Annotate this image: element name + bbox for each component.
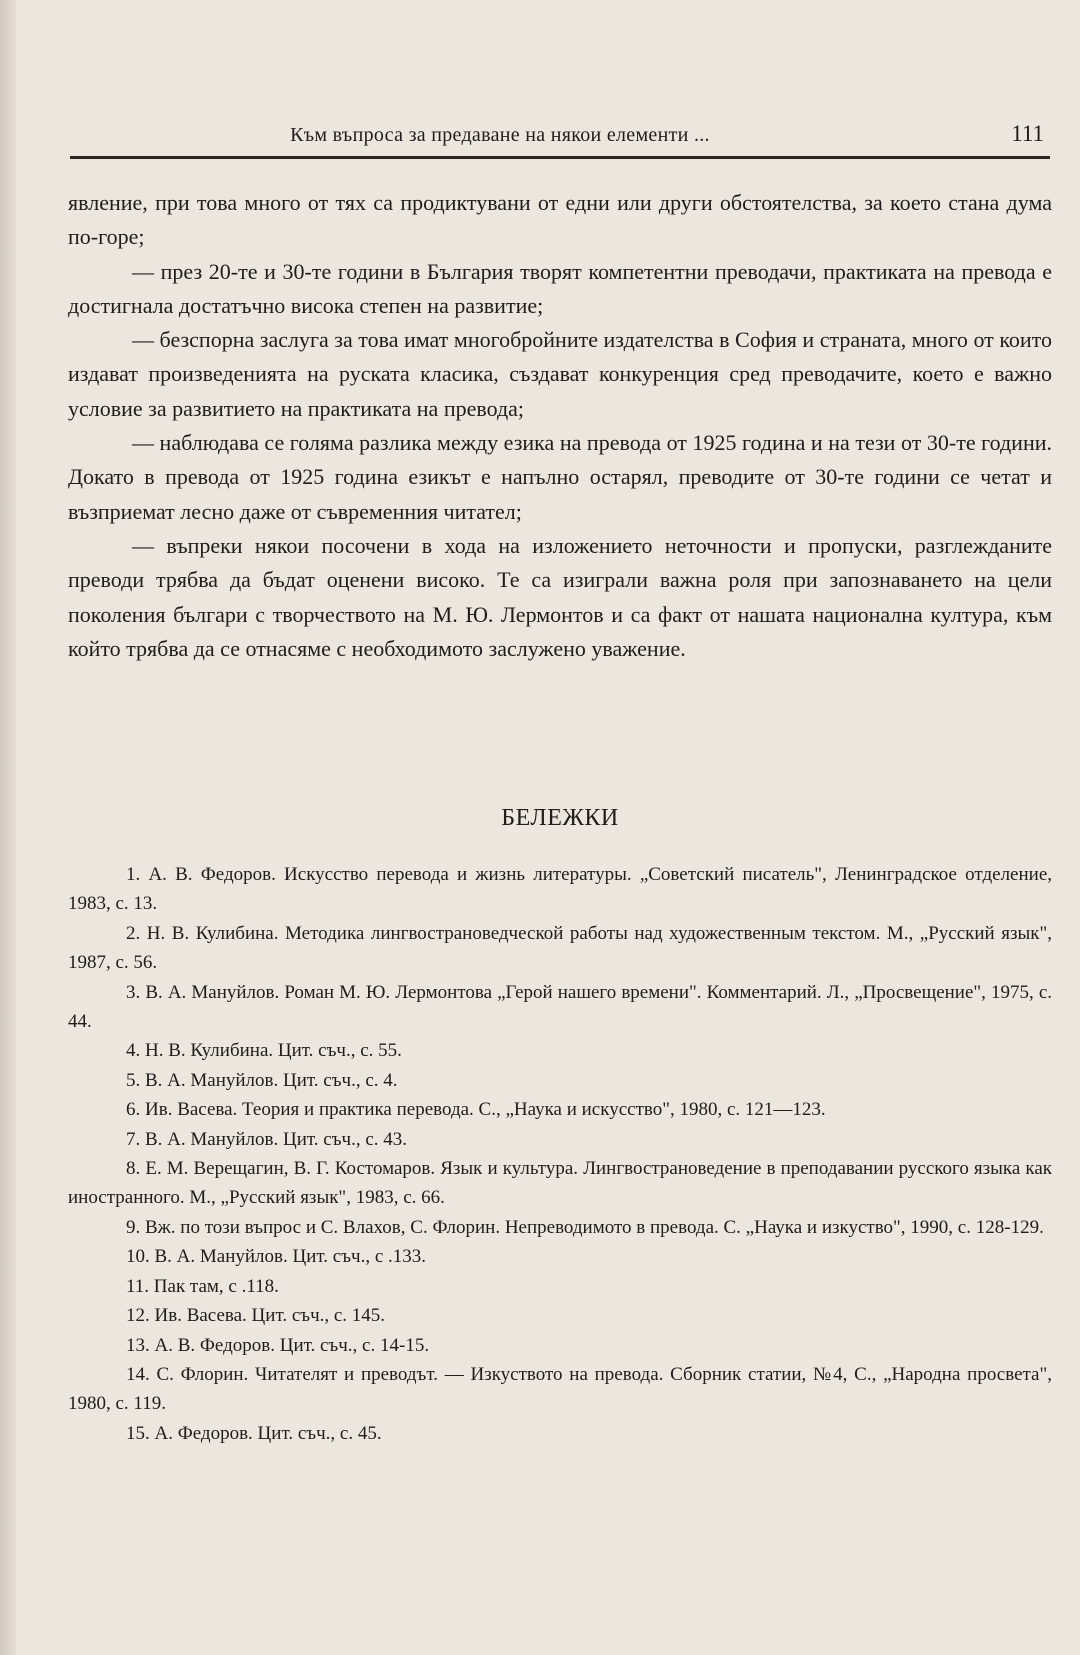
note-7: 7. В. А. Мануйлов. Цит. съч., с. 43. [126,1128,408,1150]
note-2: 2. Н. В. Кулибина. Методика лингвострановедческой работы над художественным текстом. М., „Русский язык", 1987, с. 56. [68,922,1052,974]
running-header-title: Към въпроса за предаване на някои елементи ... [290,124,710,146]
note-12: 12. Ив. Васева. Цит. съч., с. 145. [126,1305,386,1327]
note-14: 14. С. Флорин. Читателят и преводът. — Изкуството на превода. Сборник статии, №4, С., „Народна просвета", 1980, с. 119. [68,1363,1052,1415]
note-15: 15. А. Федоров. Цит. съч., с. 45. [126,1422,382,1444]
running-header [70,121,1050,159]
body-text [68,186,1052,666]
body-paragraph-4: — наблюдава се голяма разлика между езика на превода от 1925 година и на тези от 30-те години. Докато в превода от 1925 година езикът е напълно остарял, преводите от 30-те години се четат и възприемат лесно даже от съвременния читател; [68,430,1052,524]
note-8: 8. Е. М. Верещагин, В. Г. Костомаров. Язык и культура. Лингвострановедение в преподавании русского языка как иностранного. М., „Русский язык", 1983, с. 66. [68,1158,1052,1209]
notes-list [68,860,1052,1448]
note-4: 4. Н. В. Кулибина. Цит. съч., с. 55. [126,1040,402,1062]
note-5: 5. В. А. Мануйлов. Цит. съч., с. 4. [126,1069,398,1091]
note-1: 1. А. В. Федоров. Искусство перевода и жизнь литературы. „Советский писатель", Ленинградское отделение, 1983, с. 13. [68,864,1052,915]
note-10: 10. В. А. Мануйлов. Цит. съч., с .133. [126,1246,427,1268]
note-6: 6. Ив. Васева. Теория и практика перевода. С., „Наука и искусство", 1980, с. 121—123. [126,1099,826,1121]
note-11: 11. Пак там, с .118. [126,1275,279,1297]
page-number: 111 [1011,121,1044,146]
note-13: 13. А. В. Федоров. Цит. съч., с. 14-15. [126,1334,430,1356]
note-3: 3. В. А. Мануйлов. Роман М. Ю. Лермонтова „Герой нашего времени". Комментарий. Л., „Просвещение", 1975, с. 44. [68,981,1052,1033]
body-paragraph-3: — безспорна заслуга за това имат многобройните издателства в София и страната, много от които издават произведенията на руската класика, създават конкуренция сред преводачите, което е важно условие за развитието на практиката на превода; [68,327,1052,421]
body-paragraph-2: — през 20-те и 30-те години в България творят компетентни преводачи, практиката на превода е достигнала достатъчно висока степен на развитие; [68,258,1052,318]
body-paragraph-1: явление, при това много от тях са продиктувани от едни или други обстоятелства, за което стана дума по-горе; [68,190,1052,250]
notes-heading: БЕЛЕЖКИ [501,805,619,831]
note-9: 9. Вж. по този въпрос и С. Влахов, С. Флорин. Непреводимото в превода. С. „Наука и изкуство", 1990, с. 128-129. [126,1216,1044,1238]
body-paragraph-5: — въпреки някои посочени в хода на изложението неточности и пропуски, разглежданите преводи трябва да бъдат оценени високо. Те са изиграли важна роля при запознаването на цели поколения българи с творчеството на М. Ю. Лермонтов и са факт от нашата национална култура, към който трябва да се отнасяме с необходимото заслужено уважение. [68,532,1052,661]
